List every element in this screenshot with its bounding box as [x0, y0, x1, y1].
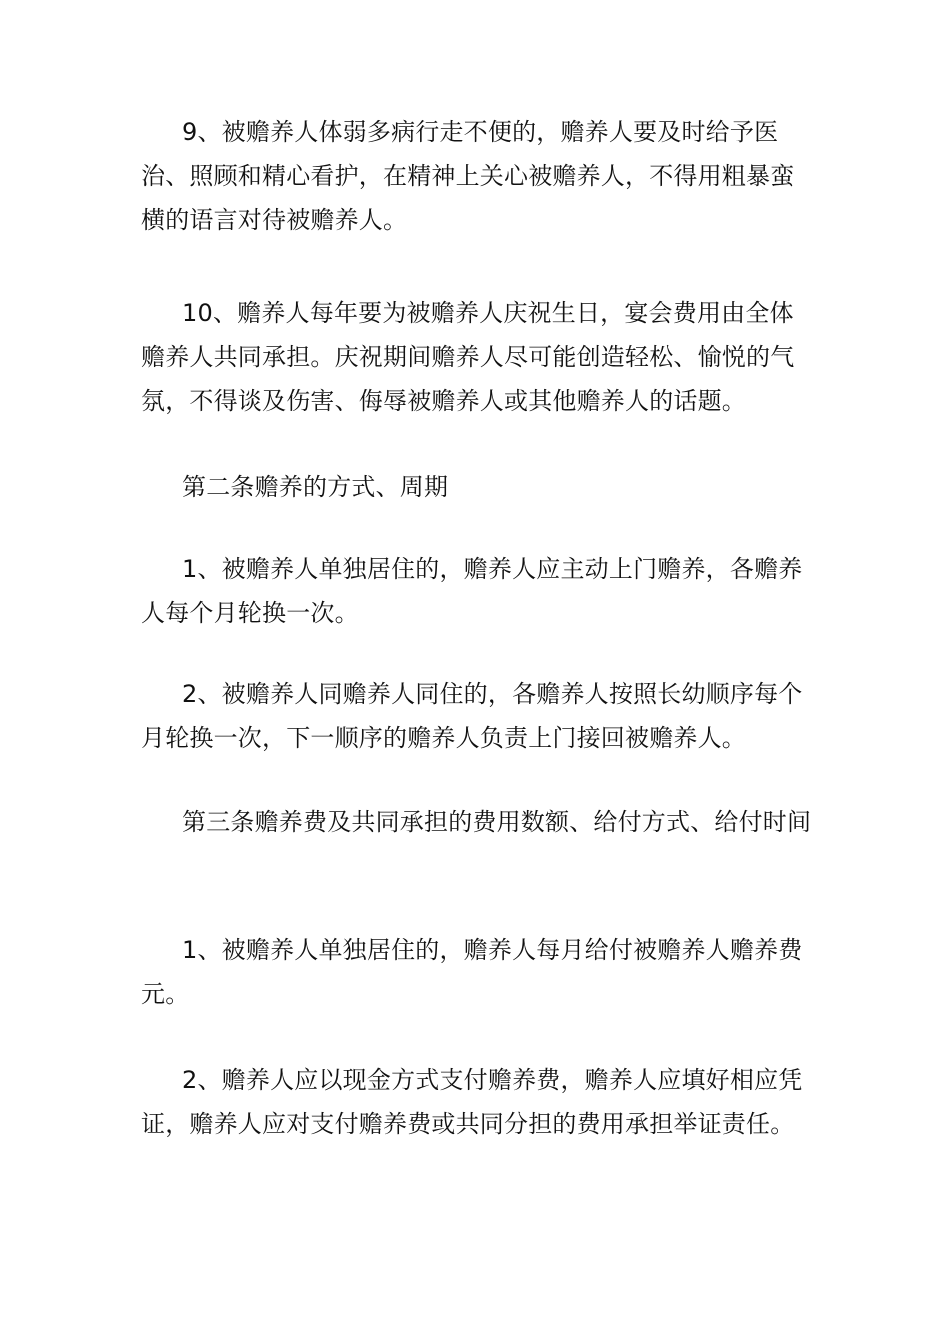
section-heading-article-3: 第三条赡养费及共同承担的费用数额、给付方式、给付时间	[182, 808, 812, 836]
paragraph-article-3-item-2: 2、赡养人应以现金方式支付赡养费，赡养人应填好相应凭证，赡养人应对支付赡养费或共同分担的费用承担举证责任。	[141, 1066, 803, 1138]
paragraph-clause-10: 10、赡养人每年要为被赡养人庆祝生日，宴会费用由全体赡养人共同承担。庆祝期间赡养人尽可能创造轻松、愉悦的气氛，不得谈及伤害、侮辱被赡养人或其他赡养人的话题。	[141, 299, 795, 415]
section-heading-article-2: 第二条赡养的方式、周期	[182, 473, 449, 501]
paragraph-article-2-item-1: 1、被赡养人单独居住的，赡养人应主动上门赡养，各赡养人每个月轮换一次。	[141, 555, 803, 627]
paragraph-article-3-item-1: 1、被赡养人单独居住的，赡养人每月给付被赡养人赡养费元。	[141, 936, 803, 1008]
paragraph-article-2-item-2: 2、被赡养人同赡养人同住的，各赡养人按照长幼顺序每个月轮换一次，下一顺序的赡养人负责上门接回被赡养人。	[141, 680, 803, 752]
paragraph-clause-9: 9、被赡养人体弱多病行走不便的，赡养人要及时给予医治、照顾和精心看护，在精神上关心被赡养人，不得用粗暴蛮横的语言对待被赡养人。	[141, 118, 795, 234]
